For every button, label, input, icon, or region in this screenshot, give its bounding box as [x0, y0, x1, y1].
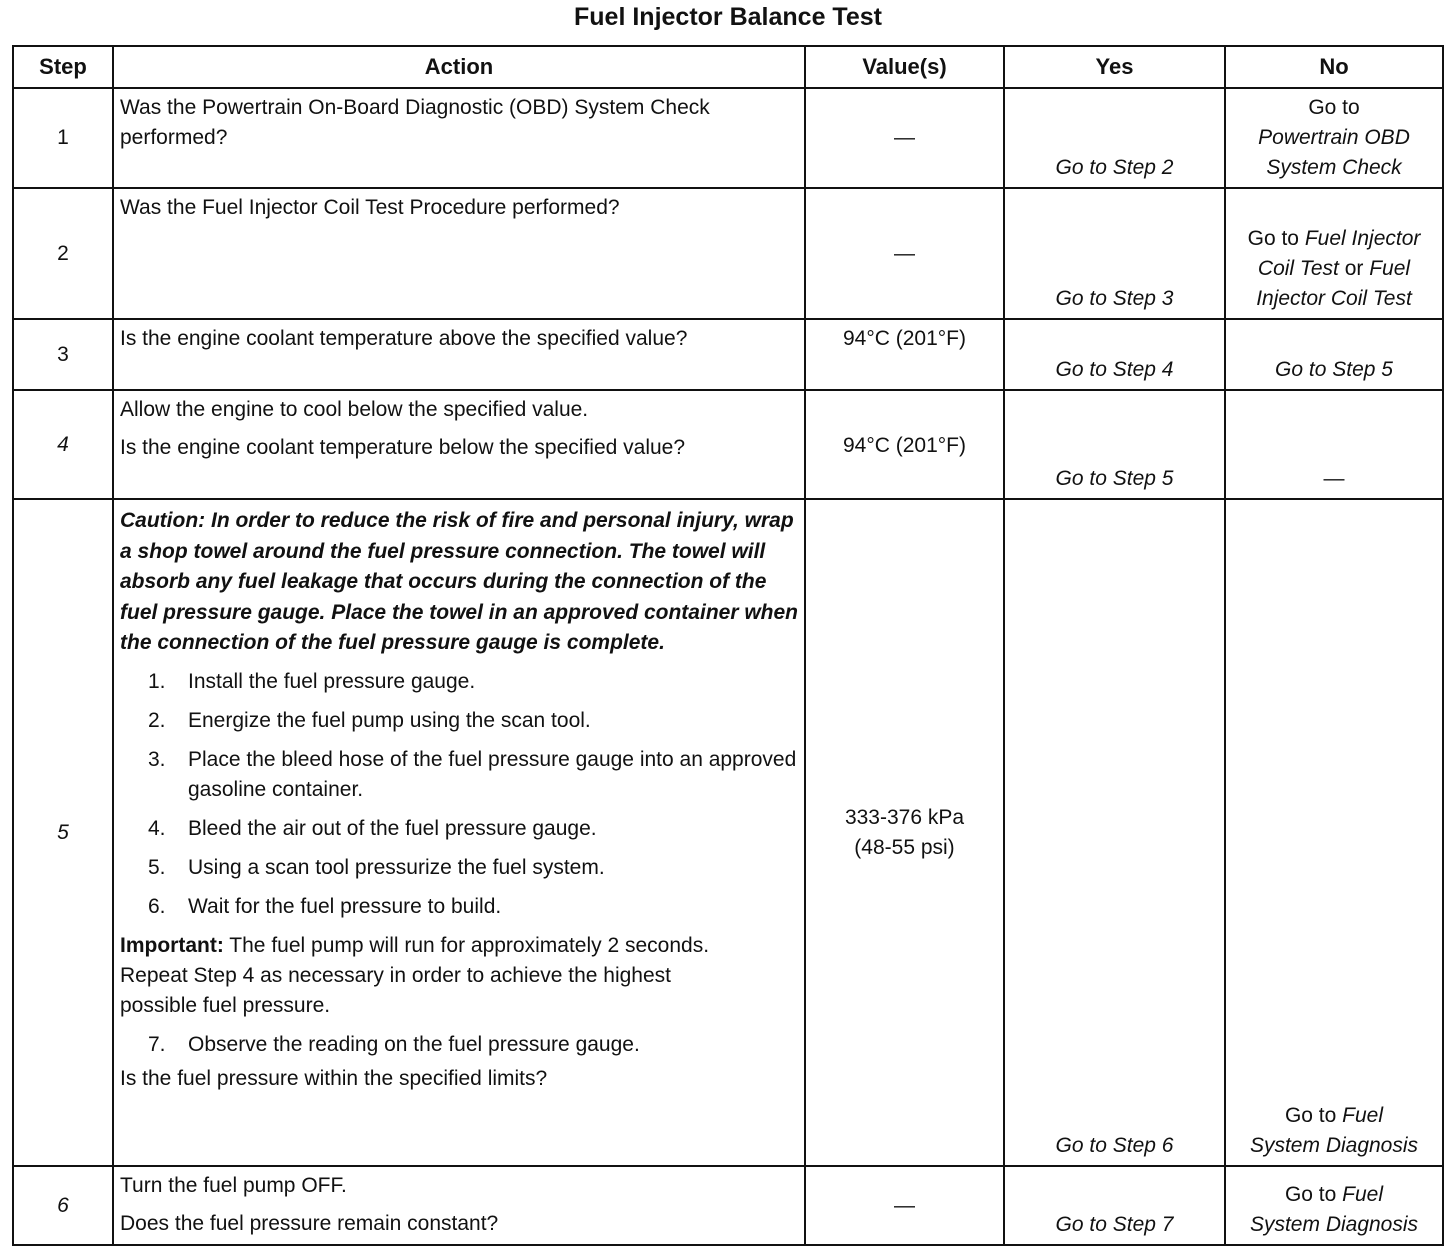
- list-item: 1. Install the fuel pressure gauge.: [148, 669, 476, 693]
- action-cell: [113, 88, 805, 188]
- yes-cell: [1004, 188, 1225, 319]
- action-question: Does the fuel pressure remain constant?: [120, 1212, 499, 1235]
- procedure-steps-final: [120, 1030, 798, 1060]
- action-cell: [113, 319, 805, 390]
- header-yes: Yes: [1004, 46, 1225, 88]
- important-text: The fuel pump will run for approximately 2 seconds. Repeat Step 4 as necessary in order to achieve the highest possible fuel pressure.: [120, 933, 710, 1017]
- yes-cell: [1004, 88, 1225, 188]
- no-text-plain: Go to: [1308, 96, 1360, 119]
- list-item: 5. Using a scan tool pressurize the fuel system.: [148, 855, 605, 879]
- no-cell: [1225, 1166, 1443, 1245]
- yes-cell: [1004, 390, 1225, 499]
- step-number: 1: [13, 88, 113, 188]
- action-text: Allow the engine to cool below the specified value.: [120, 398, 589, 421]
- no-link-text: Powertrain OBD System Check: [1258, 126, 1410, 179]
- diagnostic-table: [12, 45, 1444, 1246]
- no-link-text-cont: System Diagnosis: [1249, 1134, 1419, 1157]
- list-item: 7. Observe the reading on the fuel pressure gauge.: [148, 1032, 640, 1056]
- no-link-text-alt: Fuel Injector Coil Test: [1256, 257, 1412, 310]
- list-item: 4. Bleed the air out of the fuel pressure gauge.: [148, 816, 597, 840]
- value-text: —: [894, 241, 915, 265]
- value-text: —: [894, 126, 915, 149]
- no-text: —: [1323, 467, 1345, 490]
- yes-cell: [1004, 499, 1225, 1166]
- step-number: 4: [13, 390, 113, 499]
- step-number: 5: [13, 499, 113, 1166]
- value-cell: [805, 319, 1004, 390]
- table-row: [13, 88, 1443, 188]
- page-title: Fuel Injector Balance Test: [574, 3, 882, 31]
- action-text: Was the Powertrain On-Board Diagnostic (OBD) System Check performed?: [120, 96, 710, 149]
- yes-text: Go to Step 2: [1055, 156, 1174, 179]
- no-text-plain: Go to: [1284, 1183, 1337, 1206]
- value-cell: [805, 188, 1004, 319]
- header-values: Value(s): [805, 46, 1004, 88]
- value-text: 94°C (201°F): [842, 327, 966, 350]
- list-item: 3. Place the bleed hose of the fuel pressure gauge into an approved gasoline container.: [148, 747, 797, 801]
- table-row: [13, 1166, 1443, 1245]
- no-cell: [1225, 88, 1443, 188]
- header-no: No: [1225, 46, 1443, 88]
- step-number: 6: [13, 1166, 113, 1245]
- yes-text: Go to Step 4: [1055, 358, 1174, 381]
- header-action: Action: [113, 46, 805, 88]
- list-item: 2. Energize the fuel pump using the scan tool.: [148, 708, 591, 732]
- yes-cell: [1004, 319, 1225, 390]
- important-note: [120, 931, 798, 1021]
- action-question: Is the fuel pressure within the specified limits?: [120, 1066, 548, 1090]
- no-link-text: Fuel Injector Coil Test: [1257, 227, 1421, 280]
- no-cell: [1225, 390, 1443, 499]
- no-text-plain-or: or: [1344, 257, 1364, 280]
- important-label: Important:: [120, 933, 224, 957]
- action-text: Turn the fuel pump OFF.: [120, 1174, 347, 1197]
- value-text: 94°C (201°F): [842, 434, 966, 457]
- table-row: [13, 319, 1443, 390]
- value-cell: [805, 1166, 1004, 1245]
- no-text: Go to Step 5: [1275, 358, 1393, 381]
- action-text: Was the Fuel Injector Coil Test Procedure performed?: [120, 196, 620, 219]
- no-link-text-cont: System Diagnosis: [1249, 1213, 1419, 1236]
- step-number: 2: [13, 188, 113, 319]
- no-link-text: Fuel: [1342, 1183, 1384, 1206]
- value-cell: [805, 390, 1004, 499]
- table-row: [13, 499, 1443, 1166]
- no-cell: [1225, 319, 1443, 390]
- no-cell: [1225, 499, 1443, 1166]
- action-cell: [113, 188, 805, 319]
- table-row: [13, 188, 1443, 319]
- action-cell: [113, 1166, 805, 1245]
- no-cell: [1225, 188, 1443, 319]
- action-question: Is the engine coolant temperature below the specified value?: [120, 436, 686, 459]
- value-text: 333-376 kPa: [844, 805, 965, 829]
- no-text-plain: Go to: [1284, 1104, 1337, 1127]
- step-number: 3: [13, 319, 113, 390]
- action-cell: [113, 499, 805, 1166]
- table-row: [13, 390, 1443, 499]
- header-step: Step: [13, 46, 113, 88]
- value-cell: [805, 499, 1004, 1166]
- procedure-steps: [120, 667, 798, 922]
- yes-text: Go to Step 5: [1055, 467, 1174, 490]
- no-text-plain: Go to: [1247, 227, 1299, 250]
- value-text-psi: (48-55 psi): [854, 835, 955, 859]
- value-cell: [805, 88, 1004, 188]
- action-text: Is the engine coolant temperature above the specified value?: [120, 327, 688, 350]
- yes-cell: [1004, 1166, 1225, 1245]
- yes-text: Go to Step 3: [1055, 287, 1174, 310]
- yes-text: Go to Step 6: [1055, 1134, 1174, 1157]
- caution-text: Caution: In order to reduce the risk of fire and personal injury, wrap a shop towel around the fuel pressure connection. The towel will absorb any fuel leakage that occurs during the connection of the fuel pressure gauge. Place the towel in an approved container when the connection of the fuel pressure gauge is complete.: [120, 509, 798, 654]
- list-item: 6. Wait for the fuel pressure to build.: [148, 894, 502, 918]
- table-header-row: [13, 46, 1443, 88]
- action-cell: [113, 390, 805, 499]
- no-link-text: Fuel: [1342, 1104, 1384, 1127]
- yes-text: Go to Step 7: [1055, 1213, 1174, 1236]
- value-text: —: [894, 1193, 915, 1217]
